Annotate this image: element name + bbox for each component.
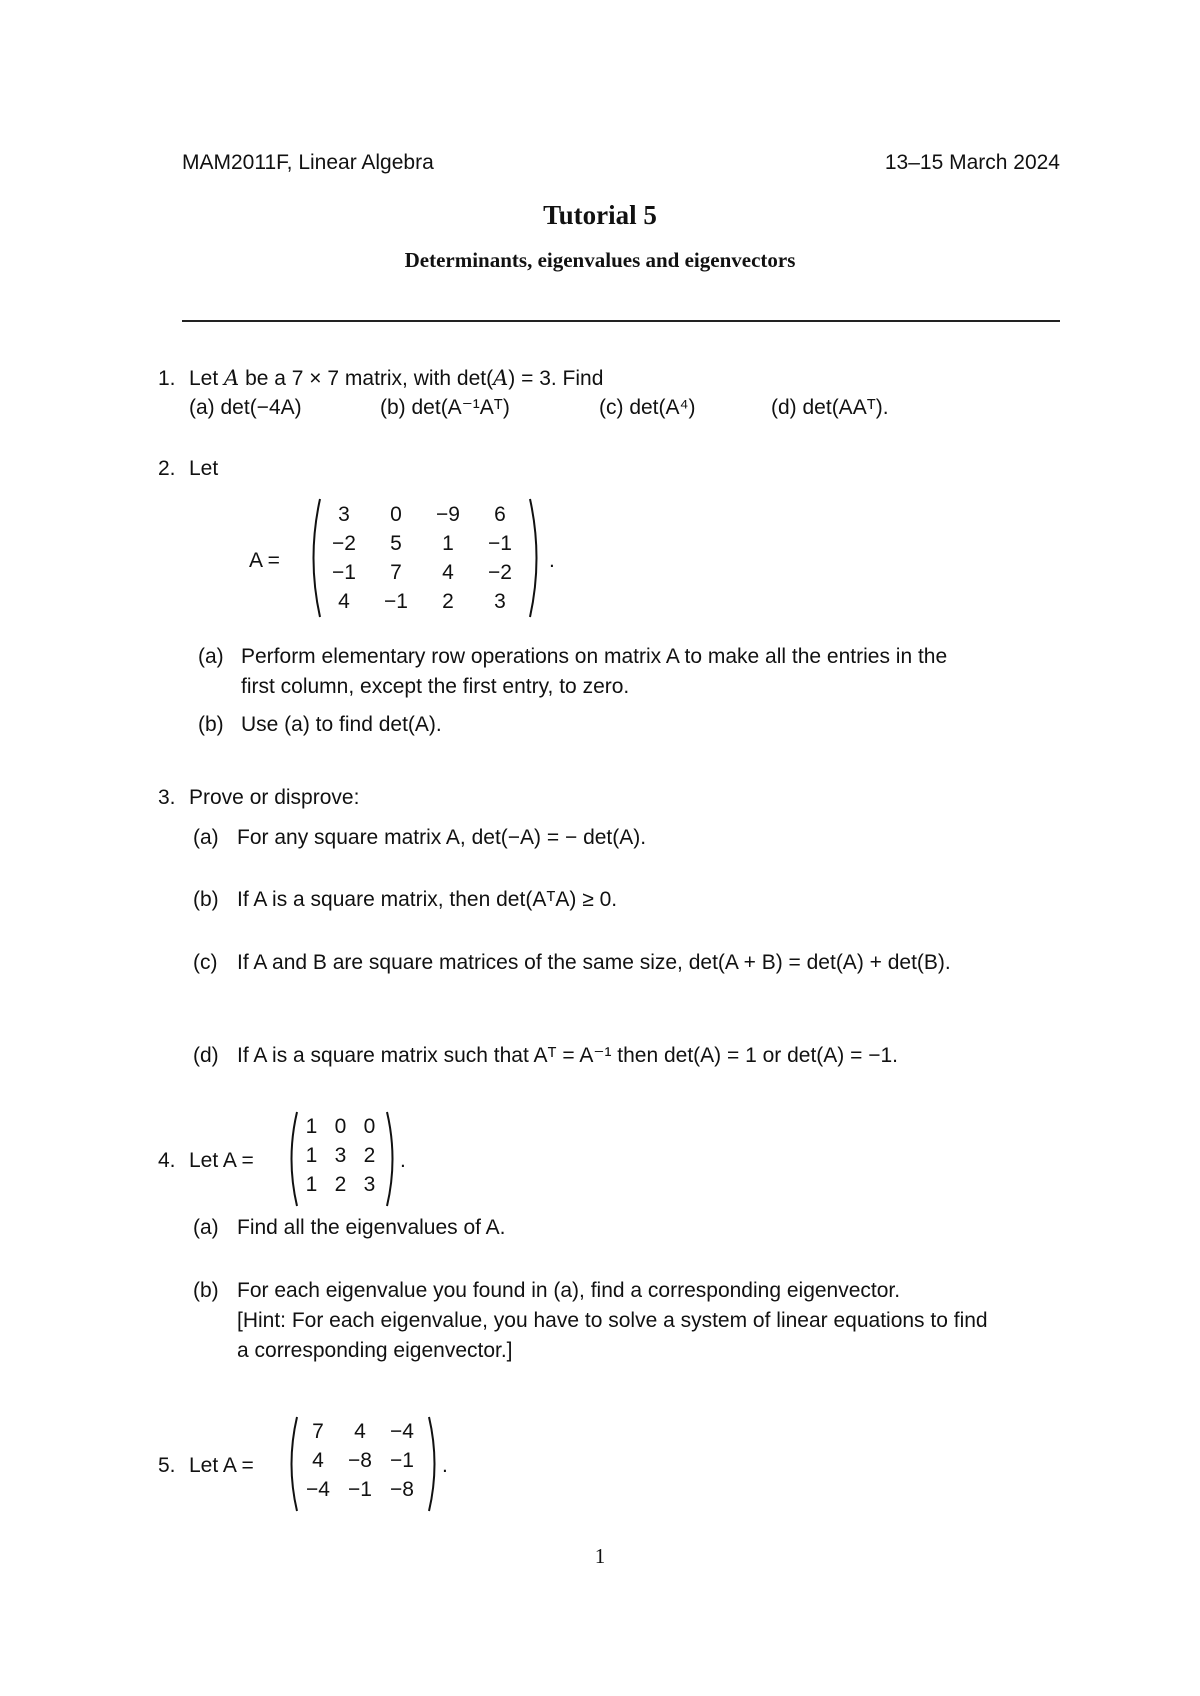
page-title: Tutorial 5 (543, 200, 657, 230)
q3-part-d-label: (d) (193, 1044, 219, 1067)
q5-trail: . (442, 1454, 448, 1477)
q5-matrix (297, 1417, 423, 1504)
matrix-cell: 5 (390, 531, 402, 555)
q1-part-a: (a) det(−4A) (189, 396, 302, 419)
q4-lhs: Let A = (189, 1149, 254, 1172)
matrix-cell: 2 (363, 1143, 376, 1167)
q4-number: 4. (158, 1149, 176, 1172)
q2-matrix-lhs: A = (249, 549, 280, 572)
q1-mid: be a 7 × 7 matrix, with det( (245, 367, 494, 390)
matrix-cell: −1 (384, 589, 408, 613)
q3-part-a-label: (a) (193, 826, 219, 849)
date-label: 13–15 March 2024 (884, 151, 1060, 174)
q3-part-d-text: If A is a square matrix such that Aᵀ = A⁻¹ then det(A) = 1 or det(A) = −1. (237, 1044, 899, 1067)
matrix-cell: 4 (338, 589, 350, 613)
course-label: MAM2011F, Linear Algebra (182, 151, 434, 174)
matrix-cell: 1 (305, 1114, 318, 1138)
matrix-cell: 3 (338, 502, 350, 526)
q2-trail: . (549, 549, 555, 572)
matrix-cell: −4 (306, 1477, 330, 1501)
q4-trail: . (400, 1149, 406, 1172)
q3-part-b-text: If A is a square matrix, then det(AᵀA) ≥ 0. (237, 888, 618, 911)
matrix-cell: 4 (442, 560, 454, 584)
q1-part-d: (d) det(AAᵀ). (771, 396, 889, 419)
q2-part-b-label: (b) (198, 713, 224, 736)
q1-part-c: (c) det(A⁴) (599, 396, 696, 419)
q1-var: A (224, 366, 240, 390)
q2-intro: Let (189, 457, 219, 480)
q1-text (189, 368, 603, 389)
page-number: 1 (594, 1544, 606, 1568)
matrix-cell: −1 (488, 531, 512, 555)
matrix-cell: 0 (334, 1114, 347, 1138)
matrix-cell: −8 (348, 1448, 372, 1472)
q5-right-paren (426, 1415, 442, 1513)
q1-var-2: A (493, 366, 509, 390)
q4-part-b-line3: a corresponding eigenvector.] (237, 1339, 513, 1362)
page-subtitle: Determinants, eigenvalues and eigenvectors (404, 248, 796, 272)
matrix-cell: 0 (390, 502, 402, 526)
matrix-cell: 7 (312, 1419, 324, 1443)
q2-number: 2. (158, 457, 176, 480)
matrix-cell: 7 (390, 560, 402, 584)
q3-part-c-label: (c) (193, 951, 218, 974)
matrix-cell: 2 (442, 589, 454, 613)
q1-end: ) = 3. Find (508, 367, 604, 390)
q4-matrix (297, 1112, 384, 1199)
q3-part-a-text: For any square matrix A, det(−A) = − det(A). (237, 826, 647, 849)
matrix-cell: 3 (494, 589, 506, 613)
q1-part-b: (b) det(A⁻¹Aᵀ) (380, 396, 510, 419)
q2-part-a-line2: first column, except the first entry, to zero. (241, 675, 630, 698)
matrix-cell: −1 (348, 1477, 372, 1501)
q2-right-paren (527, 497, 545, 619)
q4-part-b-label: (b) (193, 1279, 219, 1302)
q4-part-b-line2: [Hint: For each eigenvalue, you have to solve a system of linear equations to find (237, 1309, 988, 1332)
q3-part-b-label: (b) (193, 888, 219, 911)
q5-lhs: Let A = (189, 1454, 254, 1477)
matrix-cell: 4 (312, 1448, 324, 1472)
q1-number: 1. (158, 367, 176, 390)
q4-part-a-label: (a) (193, 1216, 219, 1239)
q2-matrix (318, 500, 526, 616)
q2-part-a-label: (a) (198, 645, 224, 668)
matrix-cell: −2 (488, 560, 512, 584)
q3-intro: Prove or disprove: (189, 786, 360, 809)
q3-part-c-text: If A and B are square matrices of the same size, det(A + B) = det(A) + det(B). (237, 951, 951, 974)
matrix-cell: 4 (354, 1419, 366, 1443)
matrix-cell: 0 (363, 1114, 376, 1138)
q4-part-b-line1: For each eigenvalue you found in (a), find a corresponding eigenvector. (237, 1279, 901, 1302)
matrix-cell: 1 (442, 531, 454, 555)
matrix-cell: 1 (305, 1172, 318, 1196)
q2-part-b-line1: Use (a) to find det(A). (241, 713, 442, 736)
matrix-cell: 1 (305, 1143, 318, 1167)
matrix-cell: −9 (436, 502, 460, 526)
matrix-cell: −1 (332, 560, 356, 584)
q2-part-a-line1: Perform elementary row operations on matrix A to make all the entries in the (241, 645, 948, 668)
matrix-cell: −8 (390, 1477, 414, 1501)
matrix-cell: 6 (494, 502, 506, 526)
q5-number: 5. (158, 1454, 176, 1477)
matrix-cell: −2 (332, 531, 356, 555)
matrix-cell: 2 (334, 1172, 347, 1196)
divider (182, 320, 1060, 322)
matrix-cell: 3 (334, 1143, 347, 1167)
matrix-cell: −1 (390, 1448, 414, 1472)
matrix-cell: 3 (363, 1172, 376, 1196)
q4-part-a-line1: Find all the eigenvalues of A. (237, 1216, 506, 1239)
matrix-cell: −4 (390, 1419, 414, 1443)
q1-prefix: Let (189, 367, 219, 390)
q4-right-paren (384, 1110, 400, 1208)
q3-number: 3. (158, 786, 176, 809)
